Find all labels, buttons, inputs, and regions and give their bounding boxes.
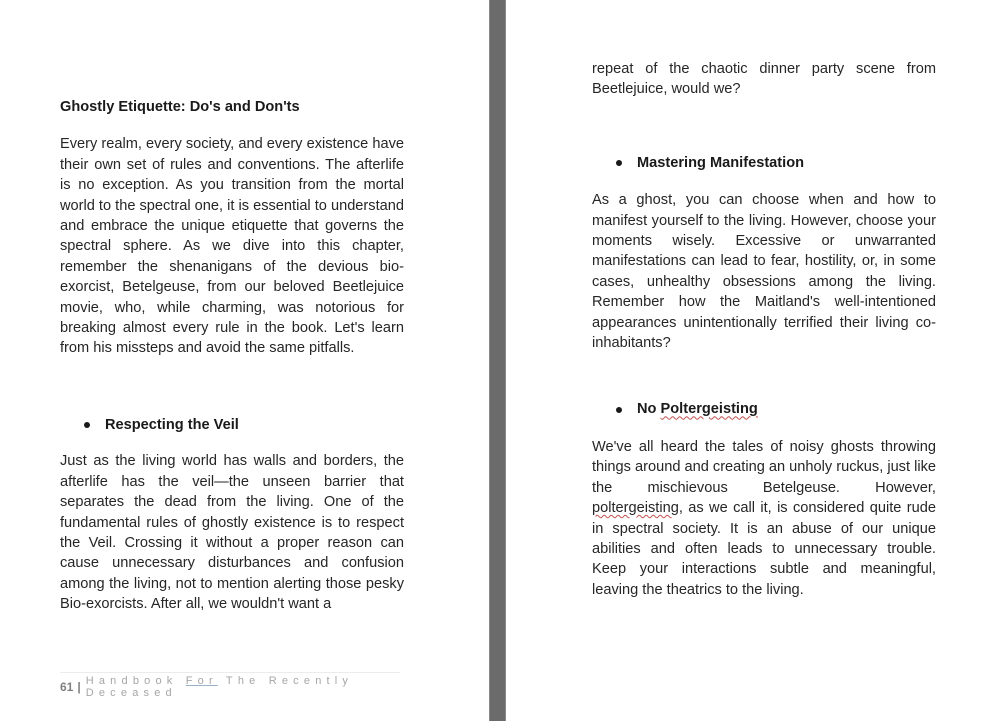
- right-page: [506, 0, 1000, 721]
- section-heading-text: Mastering Manifestation: [637, 154, 805, 171]
- right-page-content: [592, 59, 936, 600]
- paragraph-part: We've all heard the tales of noisy ghosts throwing things around and creating an unholy ruckus, just like the mischievous Betelgeuse. However,: [592, 438, 936, 496]
- page-gutter-divider: [489, 0, 506, 721]
- section-heading-respecting-the-veil: [60, 415, 404, 435]
- section-paragraph-poltergeisting: [592, 437, 936, 600]
- section-paragraph-manifestation: As a ghost, you can choose when and how to manifest yourself to the living. However, choose your moments wisely. Excessive or unwarranted manifestations can lead to fear, hostility, or, in some cases, unhealthy obsessions among the living. Remember how the Maitland's well-intentioned appearances unintentionally terrified their living co-inhabitants?: [592, 192, 936, 352]
- left-page-content: [60, 97, 404, 615]
- heading-part: No: [637, 401, 661, 418]
- left-page: [0, 0, 489, 721]
- footer-separator: |: [77, 680, 81, 694]
- section-heading-text: [637, 399, 758, 419]
- footer-title-part: Handbook: [85, 675, 186, 687]
- section-paragraph-veil: Just as the living world has walls and borders, the afterlife has the veil—the unseen barrier that separates the dead from the living. One of the fundamental rules of ghostly existence is to respect the Veil. Crossing it without a proper reason can cause unnecessary disturbances and confusion among the living, not to mention alerting those pesky Bio-exorcists. After all, we wouldn't want a: [60, 453, 404, 613]
- spellcheck-flagged-word[interactable]: poltergeisting: [592, 500, 679, 517]
- section-heading-text: Respecting the Veil: [105, 416, 239, 433]
- chapter-heading: Ghostly Etiquette: Do's and Don'ts: [60, 99, 300, 115]
- footer-title-flagged-word: For: [185, 675, 218, 687]
- footer-title-part: The Recently Deceased: [85, 675, 354, 699]
- section-heading-mastering-manifestation: [592, 153, 936, 173]
- spellcheck-flagged-word[interactable]: Poltergeisting: [660, 401, 758, 418]
- footer-book-title: [86, 675, 400, 699]
- page-number: 61: [60, 680, 74, 694]
- bullet-icon: [84, 422, 90, 428]
- bullet-icon: [616, 407, 622, 413]
- section-heading-no-poltergeisting: [592, 399, 936, 419]
- bullet-icon: [616, 160, 622, 166]
- paragraph-part: , as we call it, is considered quite rude in spectral society. It is an abuse of our unique abilities and often leads to unnecessary trouble. Keep your interactions subtle and meaningful, leaving the theatrics to the living.: [592, 500, 936, 598]
- page-footer: [60, 672, 400, 699]
- continued-paragraph: repeat of the chaotic dinner party scene from Beetlejuice, would we?: [592, 61, 936, 98]
- intro-paragraph: Every realm, every society, and every existence have their own set of rules and conventions. The afterlife is no exception. As you transition from the mortal world to the spectral one, it is essential to understand and embrace the unique etiquette that governs the spectral sphere. As we dive into this chapter, remember the shenanigans of the devious bio-exorcist, Betelgeuse, from our beloved Beetlejuice movie, who, while charming, was notorious for breaking almost every rule in the book. Let's learn from his missteps and avoid the same pitfalls.: [60, 136, 404, 357]
